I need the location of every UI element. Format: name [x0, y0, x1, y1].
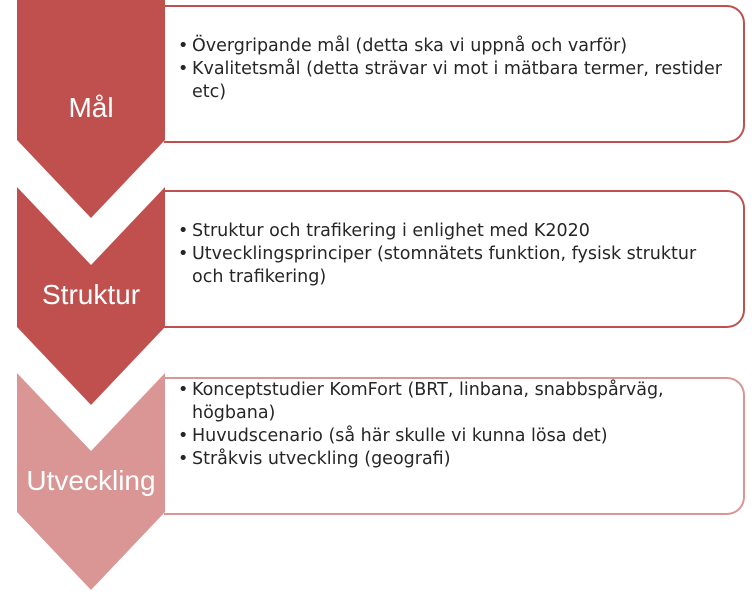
bullet-item: • Utvecklingsprinciper (stomnätets funktion, fysisk struktur och trafikering) — [178, 243, 733, 289]
bullet-item: • Konceptstudier KomFort (BRT, linbana, snabbspårväg, högbana) — [178, 379, 733, 425]
bullet-item: • Stråkvis utveckling (geografi) — [178, 448, 733, 471]
step-3-label: Utveckling — [26, 465, 156, 496]
bullet-item: • Struktur och trafikering i enlighet med K2020 — [178, 220, 733, 243]
step-1-label: Mål — [68, 92, 114, 123]
bullet-item: • Övergripande mål (detta ska vi uppnå och varför) — [178, 35, 733, 58]
bullet-item: • Kvalitetsmål (detta strävar vi mot i mätbara termer, restider etc) — [178, 58, 733, 104]
bullet-item: • Huvudscenario (så här skulle vi kunna lösa det) — [178, 425, 733, 448]
step-2-label: Struktur — [41, 279, 141, 310]
